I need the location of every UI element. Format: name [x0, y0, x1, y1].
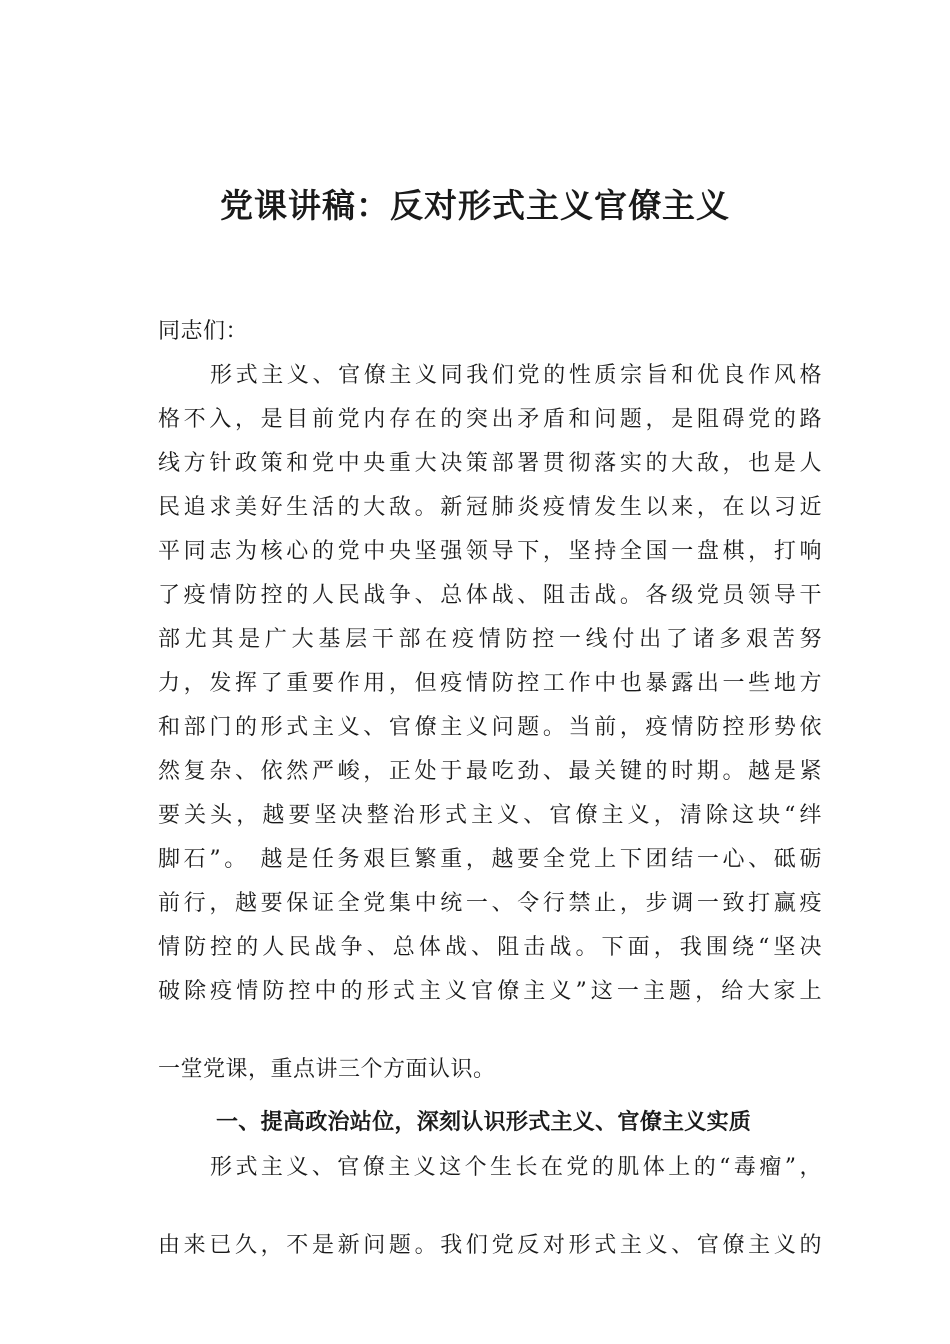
paragraph-intro-last-line: 一堂党课，重点讲三个方面认识。 [158, 1057, 496, 1082]
section-heading-1: 一、提高政治站位，深刻认识形式主义、官僚主义实质 [216, 1110, 752, 1135]
document-body [158, 310, 822, 1268]
paragraph-section1-line: 由来已久，不是新问题。我们党反对形式主义、官僚主义的 [158, 1233, 822, 1258]
paragraph-intro [158, 354, 822, 1014]
paragraph-intro-line: 平同志为核心的党中央坚强领导下，坚持全国一盘棋，打响 [158, 539, 822, 564]
paragraph-intro-line: 格不入，是目前党内存在的突出矛盾和问题，是阻碍党的路 [158, 407, 822, 432]
paragraph-intro-line: 要关头，越要坚决整治形式主义、官僚主义，清除这块“绊 [158, 803, 822, 828]
paragraph-intro-line: 形式主义、官僚主义同我们党的性质宗旨和优良作风格 [210, 363, 822, 388]
paragraph-intro-line: 情防控的人民战争、总体战、阻击战。下面，我围绕“坚决 [158, 935, 822, 960]
paragraph-intro-line: 民追求美好生活的大敌。新冠肺炎疫情发生以来，在以习近 [158, 495, 822, 520]
paragraph-intro-line: 前行，越要保证全党集中统一、令行禁止，步调一致打赢疫 [158, 891, 822, 916]
salutation: 同志们： [158, 319, 249, 344]
paragraph-intro-line: 脚石”。 越是任务艰巨繁重，越要全党上下团结一心、砥砺 [158, 847, 822, 872]
paragraph-intro-line: 破除疫情防控中的形式主义官僚主义”这一主题，给大家上 [158, 979, 822, 1004]
document-title: 党课讲稿：反对形式主义官僚主义 [220, 186, 730, 225]
paragraph-intro-line: 了疫情防控的人民战争、总体战、阻击战。各级党员领导干 [158, 583, 822, 608]
paragraph-intro-line: 和部门的形式主义、官僚主义问题。当前，疫情防控形势依 [158, 715, 822, 740]
paragraph-intro-line: 部尤其是广大基层干部在疫情防控一线付出了诸多艰苦努 [158, 627, 822, 652]
paragraph-intro-line: 力，发挥了重要作用，但疫情防控工作中也暴露出一些地方 [158, 671, 822, 696]
paragraph-intro-line: 线方针政策和党中央重大决策部署贯彻落实的大敌，也是人 [158, 451, 822, 476]
paragraph-intro-line: 然复杂、依然严峻，正处于最吃劲、最关键的时期。越是紧 [158, 759, 822, 784]
paragraph-section1-line: 形式主义、官僚主义这个生长在党的肌体上的“毒瘤”， [210, 1155, 822, 1180]
